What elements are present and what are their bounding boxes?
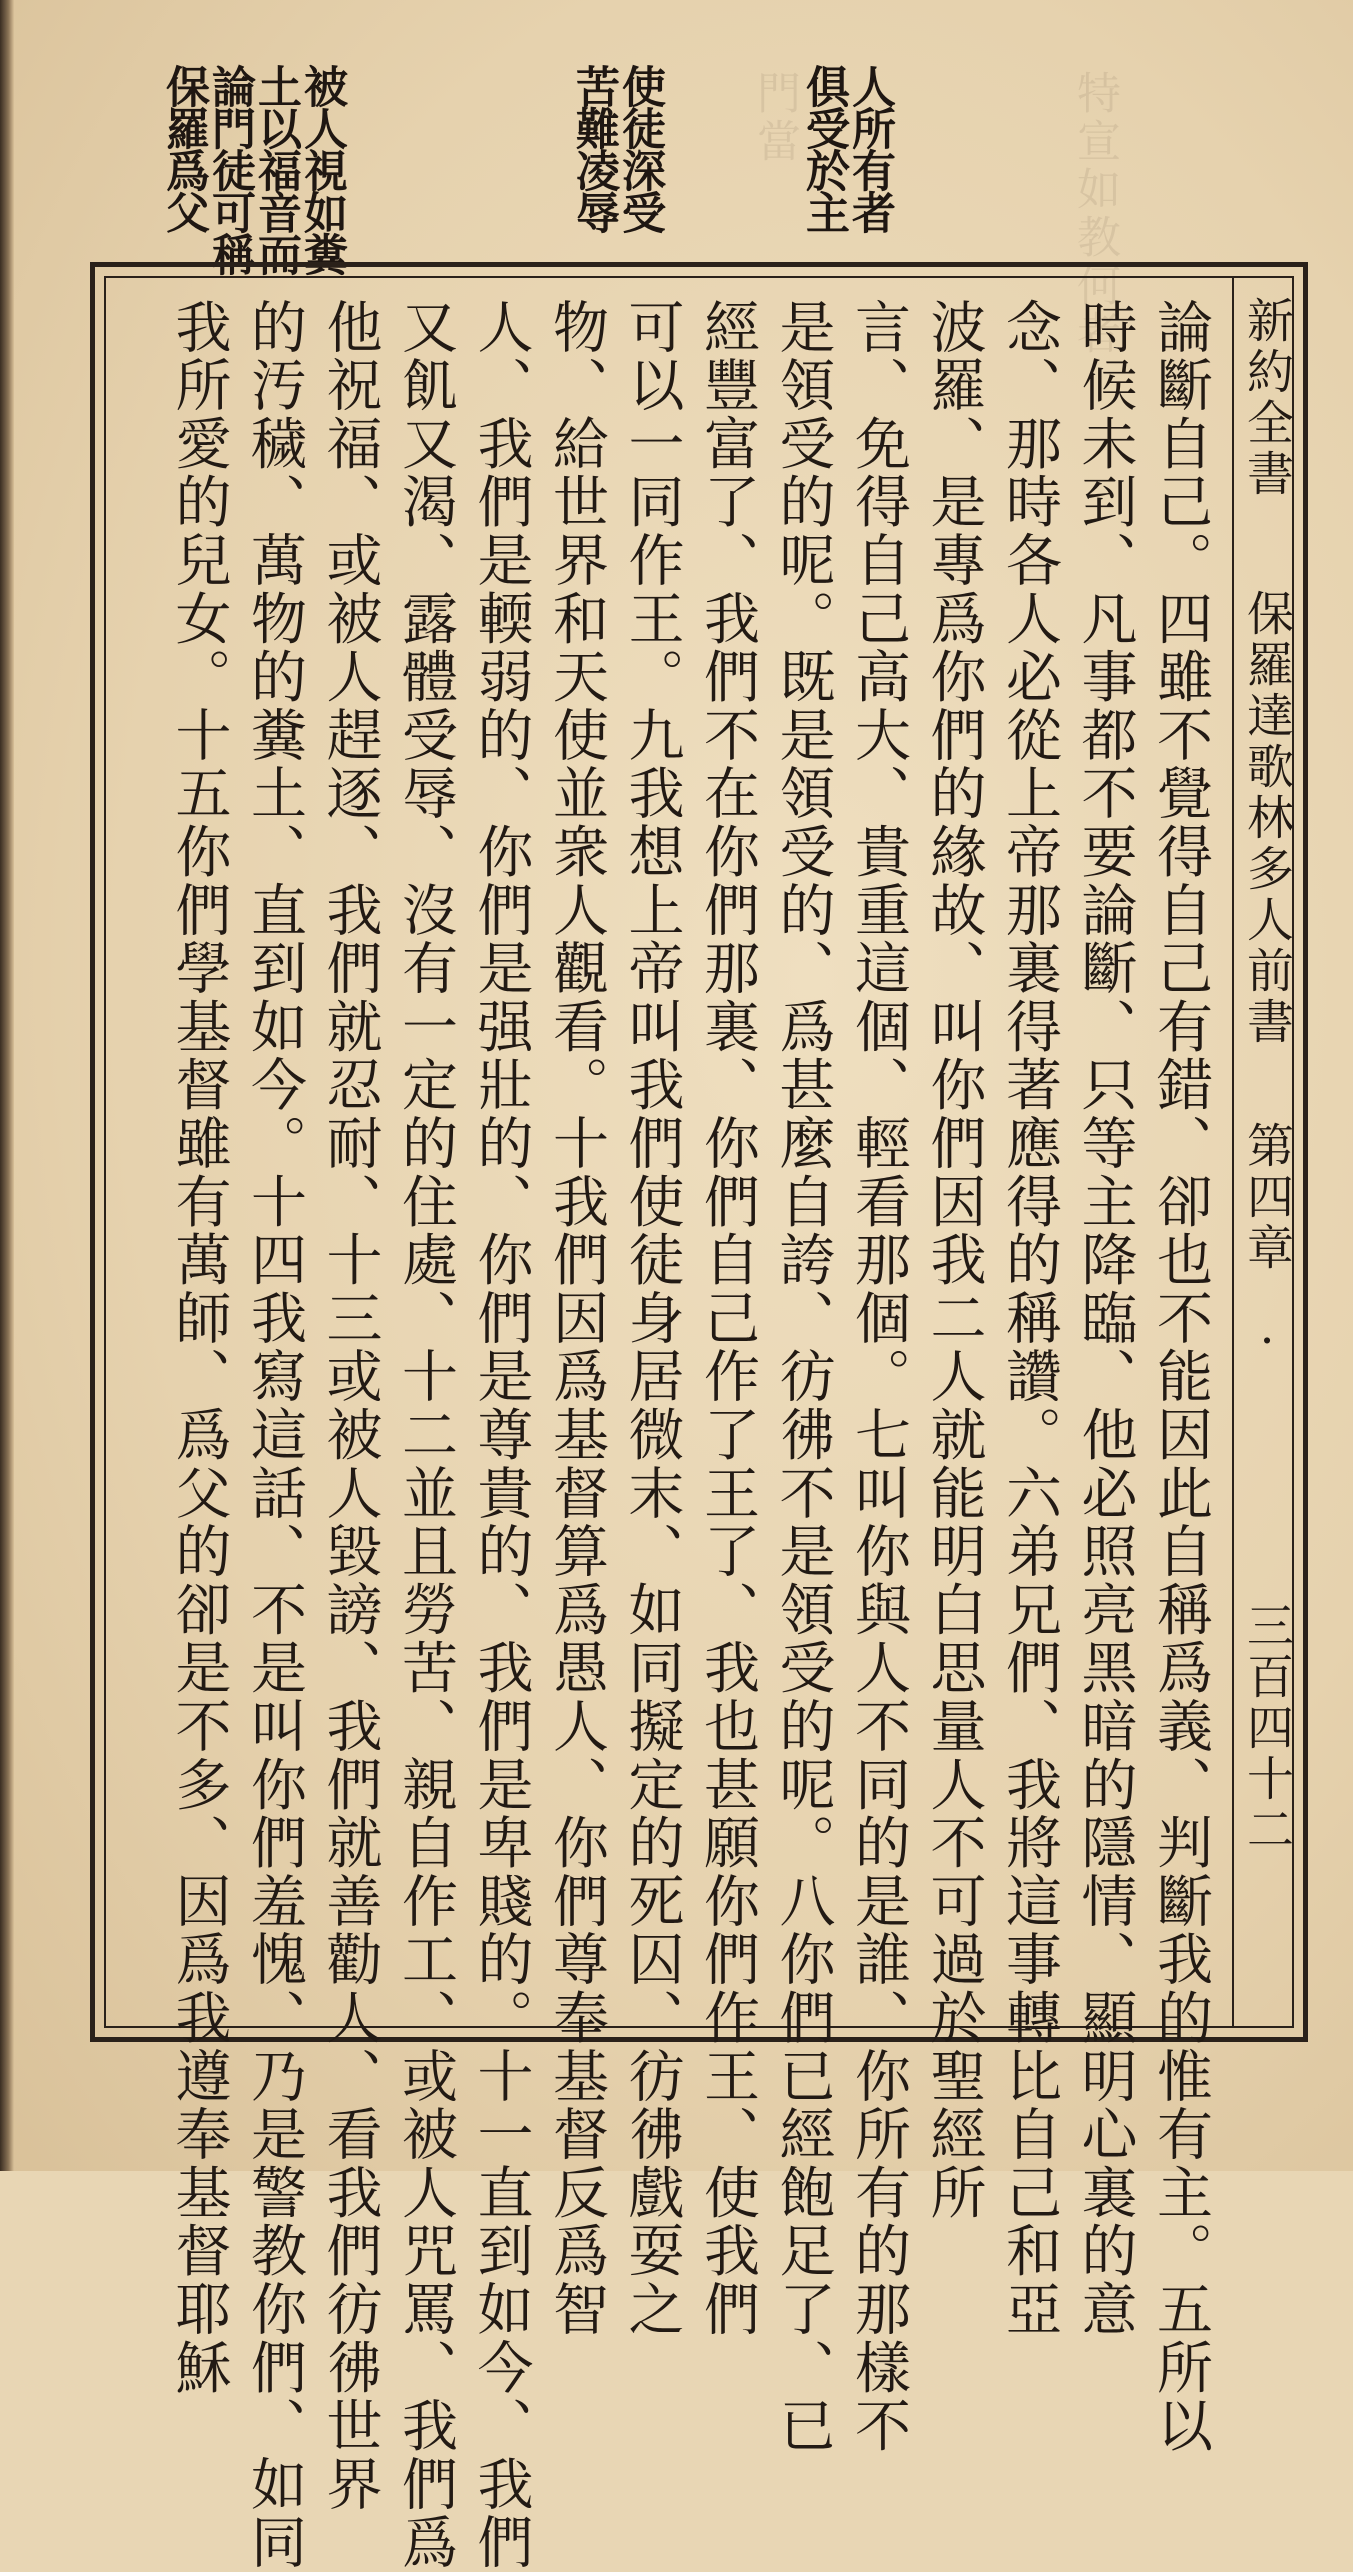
scripture-body — [118, 298, 1218, 2572]
chapter-label: 第四章 — [1239, 1120, 1294, 1274]
text-column: 物、給世界和天使並衆人觀看。十我們因爲基督算爲愚人、你們尊奉基督反爲智 — [544, 298, 609, 2339]
text-column: 人、我們是輭弱的、你們是强壯的、你們是尊貴的、我們是卑賤的。十一直到如今、我們 — [468, 298, 534, 2572]
text-column: 波羅、是專爲你們的緣故、叫你們因我二人就能明白思量人不可過於聖經所 — [921, 298, 987, 2222]
running-header — [1240, 296, 1292, 2006]
text-column: 我所愛的兒女。十五你們學基督雖有萬師、爲父的卻是不多、因爲我遵奉基督耶穌 — [166, 298, 232, 2397]
margin-note-1: 人所有者俱受於主 — [798, 64, 895, 232]
show-through-text: 特宣如教何者 — [1069, 70, 1120, 358]
text-column: 他祝福、或被人趕逐、我們就忍耐、十三或被人毀謗、我們就善勸人、看我們彷彿世界 — [317, 298, 383, 2514]
text-column: 又飢又渴、露體受辱、沒有一定的住處、十二並且勞苦、親自作工、或被人咒罵、我們爲 — [393, 298, 458, 2572]
margin-note-2: 使徒深受苦難凌辱 — [568, 64, 665, 232]
book-name: 新約全書 — [1239, 296, 1294, 500]
text-column: 時候未到、凡事都不要論斷、只等主降臨、他必照亮黑暗的隱情、顯明心裏的意 — [1072, 298, 1138, 2339]
header-dot: · — [1239, 1332, 1294, 1352]
show-through-text: 門當 — [749, 70, 800, 166]
text-column: 言、免得自己高大、貴重這個、輕看那個。七叫你與人不同的是誰、你所有的那樣不 — [846, 298, 911, 2456]
header-divider — [1232, 276, 1234, 2028]
text-column: 經豐富了、我們不在你們那裏、你們自己作了王了、我也甚願你們作王、使我們 — [695, 298, 760, 2339]
book-binding-edge — [0, 0, 14, 2171]
text-column: 可以一同作王。九我想上帝叫我們使徒身居微末、如同擬定的死囚、彷彿戲耍之 — [619, 298, 685, 2339]
text-column: 論斷自己。四雖不覺得自己有錯、卻也不能因此自稱爲義、判斷我的惟有主。五所以 — [1148, 298, 1213, 2456]
margin-note-3: 被人視如糞土以福音而論門徒可稱保羅爲父 — [158, 64, 347, 274]
epistle-title: 保羅達歌林多人前書 — [1239, 588, 1294, 1048]
text-column: 念、那時各人必從上帝那裏得著應得的稱讚。六弟兄們、我將這事轉比自己和亞 — [997, 298, 1062, 2339]
text-column: 的汚穢、萬物的糞土、直到如今。十四我寫這話、不是叫你們羞愧、乃是警教你們、如同 — [242, 298, 307, 2572]
text-column: 是領受的呢。既是領受的、爲甚麼自誇、彷彿不是領受的呢。八你們已經飽足了、已 — [770, 298, 836, 2456]
page-number: 三百四十二 — [1239, 1601, 1294, 1856]
